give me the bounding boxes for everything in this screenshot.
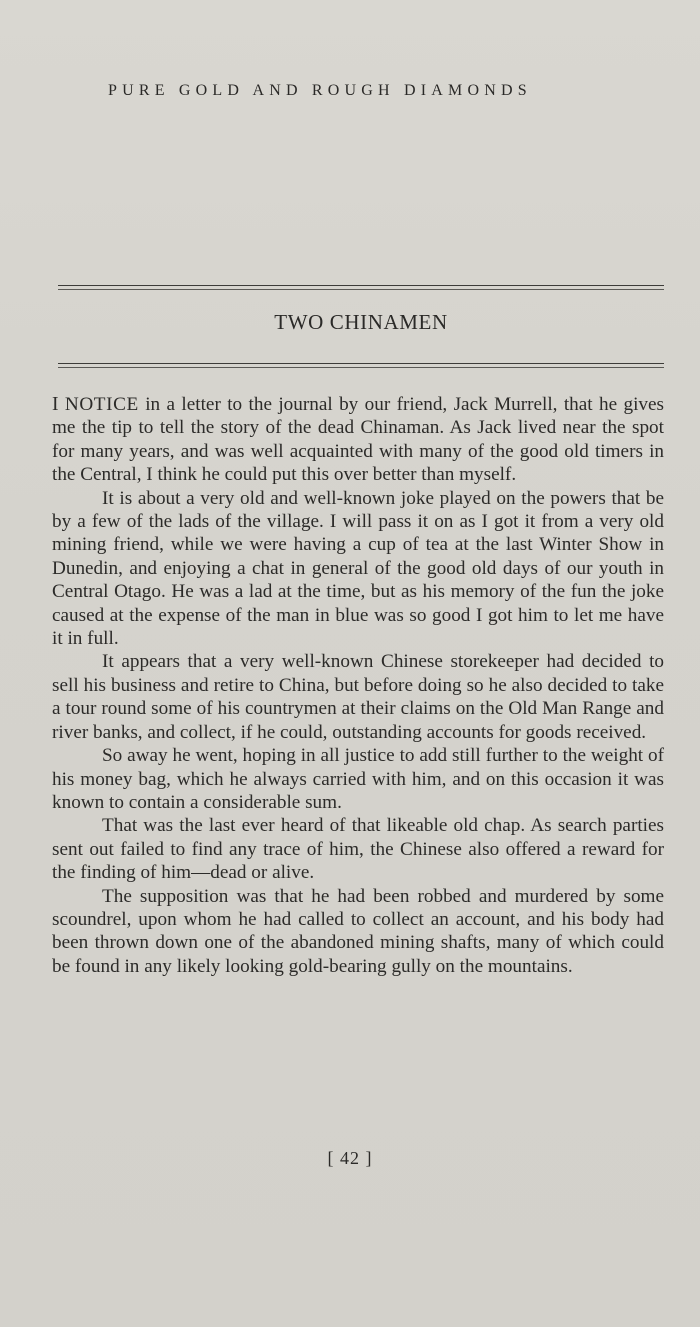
running-head: PURE GOLD AND ROUGH DIAMONDS [108, 82, 532, 99]
paragraph-2: It is about a very old and well-known joke played on the powers that be by a few of the lads of the village. I will pass it on as I got it from a very old mining friend, while we were having a cup of tea at the last Winter Show in Dunedin, and enjoying a chat in general of the good old days of our youth in Central Otago. He was a lad at the time, but as his memory of the fun the joke caused at the expense of the man in blue was so good I got him to let me have it in full. [52, 487, 664, 650]
paragraph-1 [52, 393, 664, 487]
page-number: [ 42 ] [327, 1148, 373, 1168]
chapter-title: TWO CHINAMEN [274, 310, 448, 334]
opening-word: NOTICE [64, 394, 139, 415]
paragraph-5: That was the last ever heard of that likeable old chap. As search parties sent out failed to find any trace of him, the Chinese also offered a reward for the finding of him—dead or alive. [52, 815, 664, 884]
chapter-body [52, 393, 664, 978]
chapter-rule-bottom [58, 363, 664, 368]
paragraph-1-text: in a letter to the journal by our friend, Jack Murrell, that he gives me the tip to tell the story of the dead Chinaman. As Jack lived near the spot for many years, and was well acquainted with many of the good old timers in the Central, I think he could put this over better than myself. [52, 394, 664, 486]
initial-letter: I [52, 394, 59, 415]
paragraph-3: It appears that a very well-known Chinese storekeeper had decided to sell his business and retire to China, but before doing so he also decided to take a tour round some of his countrymen at their claims on the Old Man Range and river banks, and collect, if he could, outstanding accounts for goods received. [52, 651, 664, 743]
chapter-rule-top [58, 285, 664, 290]
paragraph-6: The supposition was that he had been robbed and murdered by some scoundrel, upon whom he had called to collect an account, and his body had been thrown down one of the abandoned mining shafts, many of which could be found in any likely looking gold-bearing gully on the mountains. [52, 885, 664, 977]
paragraph-4: So away he went, hoping in all justice to add still further to the weight of his money bag, which he always carried with him, and on this occasion it was known to contain a considerable sum. [52, 745, 664, 813]
